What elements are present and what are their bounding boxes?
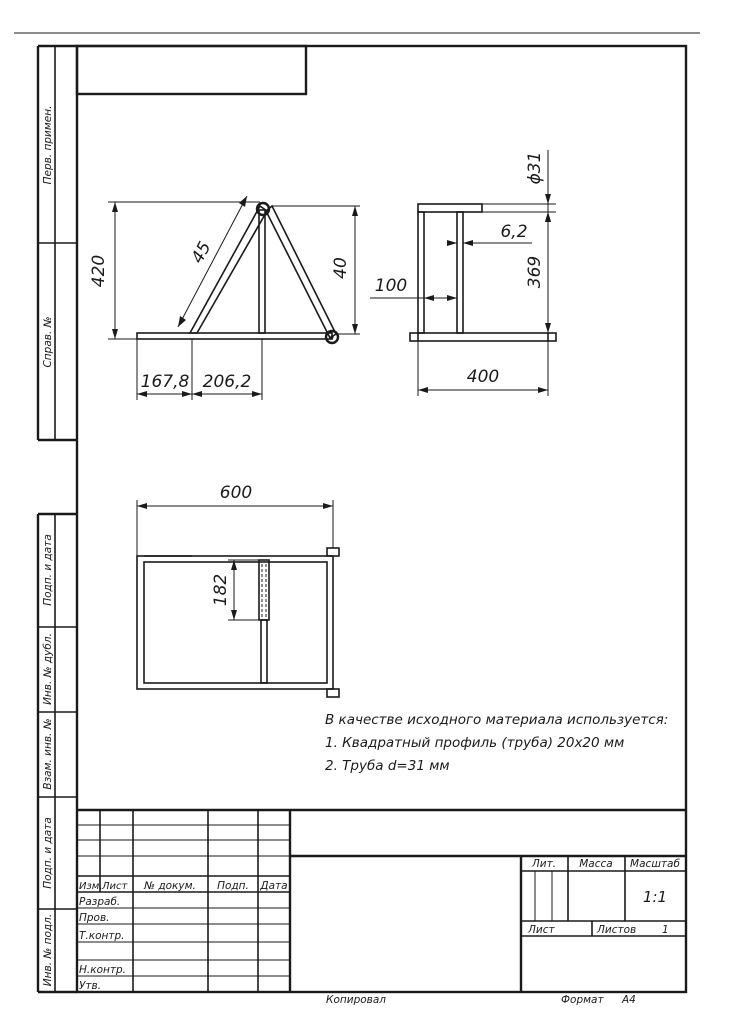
footer <box>326 994 636 1006</box>
tb-sheets-label: Листов <box>597 924 637 936</box>
footer-copied: Копировал <box>326 994 386 1006</box>
dim-206-2: 206,2 <box>202 372 252 392</box>
tb-role-nkontr: Н.контр. <box>79 964 126 976</box>
dim-40: 40 <box>331 257 351 279</box>
tb-role-utv: Утв. <box>79 980 102 992</box>
plan-outer-frame <box>137 556 333 689</box>
tb-header-dokum: № докум. <box>144 880 196 892</box>
tb-role-razrab: Разраб. <box>79 896 121 908</box>
tb-header-data: Дата <box>260 880 288 892</box>
tb-role-tkontr: Т.контр. <box>79 930 125 942</box>
tb-massa: Масса <box>579 858 613 870</box>
label-inv-podl: Инв. № подл. <box>42 913 54 987</box>
side-center-post <box>457 212 463 333</box>
notes-item-1: 1. Квадратный профиль (труба) 20x20 мм <box>325 735 625 751</box>
notes-item-2: 2. Труба d=31 мм <box>325 758 450 774</box>
plan-pipe <box>259 560 269 620</box>
label-sprav: Справ. № <box>42 316 54 368</box>
dim-369: 369 <box>525 255 545 289</box>
label-vzam-inv: Взам. инв. № <box>42 718 54 790</box>
plan-view <box>137 483 339 697</box>
left-leg <box>187 206 267 333</box>
base-bar <box>137 333 332 339</box>
tb-lit: Лит. <box>531 858 557 870</box>
title-block <box>77 810 686 992</box>
designation-box <box>77 46 306 94</box>
center-upright <box>259 210 265 333</box>
tb-sheet-label: Лист <box>528 924 555 936</box>
label-inv-dubl: Инв. № дубл. <box>42 633 54 705</box>
side-view <box>370 150 556 396</box>
dim-167-8: 167,8 <box>140 372 190 392</box>
tb-masshtab: Масштаб <box>630 858 680 870</box>
tb-sheets-value: 1 <box>662 924 669 936</box>
footer-format-label: Формат <box>561 994 604 1006</box>
front-view <box>89 196 360 400</box>
dim-182: 182 <box>211 573 231 607</box>
label-perv-primen: Перв. примен. <box>42 105 54 185</box>
material-notes <box>325 712 668 774</box>
tb-scale-value: 1:1 <box>642 888 668 906</box>
side-top-pipe <box>418 204 482 212</box>
side-left-post <box>418 212 424 333</box>
sheet-frame <box>14 33 700 992</box>
dim-420: 420 <box>89 254 109 288</box>
tb-header-list: Лист <box>102 881 128 892</box>
dim-600: 600 <box>219 483 253 503</box>
left-margin <box>38 46 77 992</box>
footer-format-value: А4 <box>622 994 636 1006</box>
label-podp-data-2: Подп. и дата <box>42 817 54 889</box>
right-leg <box>266 206 336 338</box>
side-base <box>410 333 556 341</box>
dim-6-2: 6,2 <box>500 222 528 242</box>
tb-header-izm: Изм. <box>79 881 103 892</box>
dim-100: 100 <box>374 276 408 296</box>
tb-header-podp: Подп. <box>217 880 249 892</box>
dim-400: 400 <box>466 367 500 387</box>
dim-45: 45 <box>187 238 216 267</box>
notes-heading: В качестве исходного материала используется: <box>325 712 669 728</box>
dim-phi-31: ϕ31 <box>525 151 545 185</box>
label-podp-data-1: Подп. и дата <box>42 534 54 606</box>
tb-role-prov: Пров. <box>79 912 110 924</box>
